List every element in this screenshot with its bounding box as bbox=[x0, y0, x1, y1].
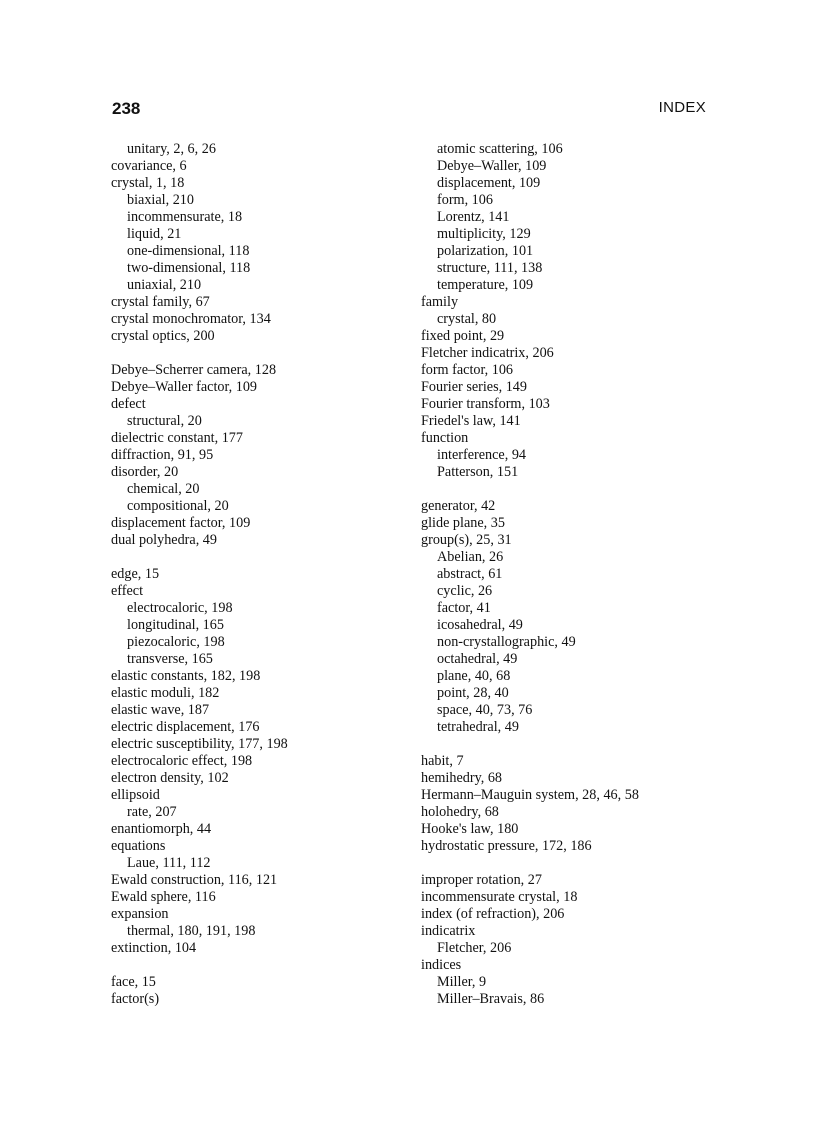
index-entry: elastic moduli, 182 bbox=[111, 685, 220, 701]
index-entry: face, 15 bbox=[111, 974, 156, 990]
index-entry: Ewald sphere, 116 bbox=[111, 889, 216, 905]
index-subentry: temperature, 109 bbox=[437, 277, 534, 293]
index-entry: Hooke's law, 180 bbox=[421, 821, 519, 837]
index-spacer bbox=[421, 736, 741, 753]
index-entry: elastic constants, 182, 198 bbox=[111, 668, 261, 684]
index-column-right bbox=[421, 141, 741, 1008]
index-entry: covariance, 6 bbox=[111, 158, 187, 174]
index-entry: dielectric constant, 177 bbox=[111, 430, 243, 446]
index-subentry: thermal, 180, 191, 198 bbox=[127, 923, 256, 939]
index-subentry: form, 106 bbox=[437, 192, 493, 208]
index-entry: Debye–Scherrer camera, 128 bbox=[111, 362, 277, 378]
index-subentry: Patterson, 151 bbox=[437, 464, 519, 480]
index-entry: generator, 42 bbox=[421, 498, 496, 514]
page-number: 238 bbox=[112, 99, 141, 118]
index-subentry: multiplicity, 129 bbox=[437, 226, 531, 242]
index-subentry: Debye–Waller, 109 bbox=[437, 158, 547, 174]
index-entry: edge, 15 bbox=[111, 566, 160, 582]
index-entry: hydrostatic pressure, 172, 186 bbox=[421, 838, 592, 854]
index-entry: electric susceptibility, 177, 198 bbox=[111, 736, 288, 752]
index-subentry: Laue, 111, 112 bbox=[127, 855, 211, 871]
index-spacer bbox=[111, 345, 431, 362]
index-entry: indicatrix bbox=[421, 923, 476, 939]
index-subentry: non-crystallographic, 49 bbox=[437, 634, 576, 650]
index-entry: index (of refraction), 206 bbox=[421, 906, 565, 922]
index-subentry: interference, 94 bbox=[437, 447, 527, 463]
index-subentry: structural, 20 bbox=[127, 413, 202, 429]
index-entry: glide plane, 35 bbox=[421, 515, 505, 531]
index-subentry: polarization, 101 bbox=[437, 243, 534, 259]
index-subentry: space, 40, 73, 76 bbox=[437, 702, 533, 718]
index-subentry: unitary, 2, 6, 26 bbox=[127, 141, 216, 157]
index-entry: Hermann–Mauguin system, 28, 46, 58 bbox=[421, 787, 639, 803]
index-entry: holohedry, 68 bbox=[421, 804, 499, 820]
index-spacer bbox=[421, 481, 741, 498]
index-subentry: displacement, 109 bbox=[437, 175, 541, 191]
index-entry: Fletcher indicatrix, 206 bbox=[421, 345, 554, 361]
index-subentry: atomic scattering, 106 bbox=[437, 141, 563, 157]
index-subentry: tetrahedral, 49 bbox=[437, 719, 519, 735]
index-spacer bbox=[111, 549, 431, 566]
index-entry: effect bbox=[111, 583, 144, 599]
index-entry: crystal monochromator, 134 bbox=[111, 311, 271, 327]
index-entry: Fourier series, 149 bbox=[421, 379, 527, 395]
index-entry: crystal optics, 200 bbox=[111, 328, 215, 344]
index-subentry: uniaxial, 210 bbox=[127, 277, 202, 293]
index-entry: Ewald construction, 116, 121 bbox=[111, 872, 278, 888]
index-entry: improper rotation, 27 bbox=[421, 872, 542, 888]
index-entry: indices bbox=[421, 957, 462, 973]
index-subentry: octahedral, 49 bbox=[437, 651, 518, 667]
index-subentry: incommensurate, 18 bbox=[127, 209, 243, 225]
index-column-left bbox=[111, 141, 431, 1008]
index-entry: expansion bbox=[111, 906, 169, 922]
running-head: INDEX bbox=[658, 99, 706, 116]
index-subentry: plane, 40, 68 bbox=[437, 668, 511, 684]
index-subentry: cyclic, 26 bbox=[437, 583, 493, 599]
index-subentry: Fletcher, 206 bbox=[437, 940, 512, 956]
index-subentry: liquid, 21 bbox=[127, 226, 182, 242]
index-entry: group(s), 25, 31 bbox=[421, 532, 512, 548]
index-subentry: chemical, 20 bbox=[127, 481, 200, 497]
index-subentry: structure, 111, 138 bbox=[437, 260, 543, 276]
index-entry: electrocaloric effect, 198 bbox=[111, 753, 253, 769]
index-subentry: Miller, 9 bbox=[437, 974, 487, 990]
index-entry: elastic wave, 187 bbox=[111, 702, 210, 718]
index-subentry: point, 28, 40 bbox=[437, 685, 509, 701]
index-subentry: electrocaloric, 198 bbox=[127, 600, 233, 616]
index-entry: Debye–Waller factor, 109 bbox=[111, 379, 258, 395]
index-entry: incommensurate crystal, 18 bbox=[421, 889, 578, 905]
index-subentry: Miller–Bravais, 86 bbox=[437, 991, 545, 1007]
index-subentry: crystal, 80 bbox=[437, 311, 497, 327]
index-entry: family bbox=[421, 294, 459, 310]
index-subentry: rate, 207 bbox=[127, 804, 177, 820]
index-entry: disorder, 20 bbox=[111, 464, 179, 480]
index-entry: enantiomorph, 44 bbox=[111, 821, 212, 837]
index-entry: dual polyhedra, 49 bbox=[111, 532, 217, 548]
index-entry: hemihedry, 68 bbox=[421, 770, 503, 786]
index-entry: extinction, 104 bbox=[111, 940, 197, 956]
index-entry: fixed point, 29 bbox=[421, 328, 505, 344]
index-entry: function bbox=[421, 430, 469, 446]
index-subentry: abstract, 61 bbox=[437, 566, 503, 582]
index-subentry: one-dimensional, 118 bbox=[127, 243, 250, 259]
index-subentry: piezocaloric, 198 bbox=[127, 634, 225, 650]
index-spacer bbox=[111, 957, 431, 974]
index-subentry: two-dimensional, 118 bbox=[127, 260, 251, 276]
index-subentry: biaxial, 210 bbox=[127, 192, 194, 208]
index-entry: electron density, 102 bbox=[111, 770, 229, 786]
index-entry: crystal family, 67 bbox=[111, 294, 210, 310]
index-subentry: compositional, 20 bbox=[127, 498, 229, 514]
index-entry: displacement factor, 109 bbox=[111, 515, 251, 531]
index-entry: electric displacement, 176 bbox=[111, 719, 260, 735]
index-entry: Friedel's law, 141 bbox=[421, 413, 521, 429]
index-entry: defect bbox=[111, 396, 146, 412]
index-entry: crystal, 1, 18 bbox=[111, 175, 185, 191]
index-entry: equations bbox=[111, 838, 166, 854]
index-entry: Fourier transform, 103 bbox=[421, 396, 550, 412]
index-entry: diffraction, 91, 95 bbox=[111, 447, 214, 463]
index-entry: form factor, 106 bbox=[421, 362, 514, 378]
index-subentry: Abelian, 26 bbox=[437, 549, 504, 565]
index-subentry: transverse, 165 bbox=[127, 651, 213, 667]
page-header bbox=[112, 99, 706, 121]
index-subentry: longitudinal, 165 bbox=[127, 617, 224, 633]
index-entry: habit, 7 bbox=[421, 753, 464, 769]
index-subentry: Lorentz, 141 bbox=[437, 209, 510, 225]
index-subentry: factor, 41 bbox=[437, 600, 491, 616]
index-entry: ellipsoid bbox=[111, 787, 160, 803]
index-spacer bbox=[421, 855, 741, 872]
index-entry: factor(s) bbox=[111, 991, 160, 1007]
index-subentry: icosahedral, 49 bbox=[437, 617, 523, 633]
